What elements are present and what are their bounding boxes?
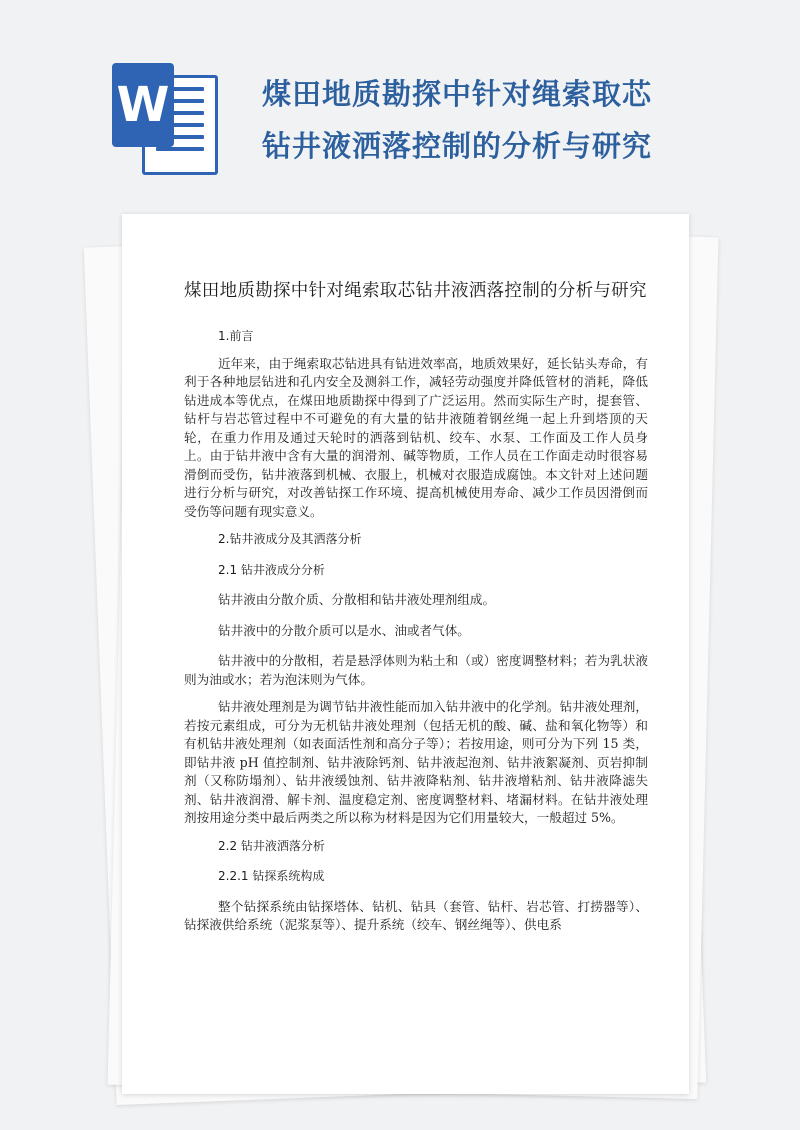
paragraph-treatment-agents: 钻井液处理剂是为调节钻井液性能而加入钻井液中的化学剂。钻井液处理剂，若按元素组成，可分为无机钻井液处理剂（包括无机的酸、碱、盐和氧化物等）和有机钻井液处理剂（如表面活性剂和高分子等）；若按用途，则可分为下列 15 类，即钻井液 pH 值控制剂、钻井液除钙剂、钻井液起泡剂、钻井液絮凝剂、页岩抑制剂（又称防塌剂）、钻井液缓蚀剂、钻井液降粘剂、钻井液增粘剂、钻井液降滤失剂、钻井液润滑、解卡剂、温度稳定剂、密度调整材料、堵漏材料。在钻井液处理剂按用途分类中最后两类之所以称为材料是因为它们用量较大，一般超过 5%。 [184,699,648,825]
paragraph-intro: 近年来，由于绳索取芯钻进具有钻进效率高，地质效果好，延长钻头寿命，有利于各种地层钻进和孔内安全及测斜工作，减轻劳动强度并降低管材的消耗，降低钻进成本等优点，在煤田地质勘探中得到了广泛运用。然而实际生产时，提套管、钻杆与岩芯管过程中不可避免的有大量的钻井液随着钢丝绳一起上升到塔顶的天轮，在重力作用及通过天轮时的洒落到钻机、绞车、水泵、工作面及工作人员身上。由于钻井液中含有大量的润滑剂、碱等物质，工作人员在工作面走动时很容易滑倒而受伤，钻井液落到机械、衣服上，机械对衣服造成腐蚀。本文针对上述问题进行分析与研究，对改善钻探工作环境、提高机械使用寿命、减少工作员因滑倒而受伤等问题有现实意义。 [184,355,648,519]
paragraph-composition: 钻井液由分散介质、分散相和钻井液处理剂组成。 [218,592,496,607]
paragraph-dispersion-medium: 钻井液中的分散介质可以是水、油或者气体。 [218,622,470,638]
document-page [122,214,689,1094]
banner-title-line-1: 煤田地质勘探中针对绳索取芯 [262,77,653,111]
document-content [184,276,648,944]
banner-title-line-2: 钻井液洒落控制的分析与研究 [262,129,653,163]
banner-title [262,68,702,172]
paper-title: 煤田地质勘探中针对绳索取芯钻井液洒落控制的分析与研究 [184,281,647,301]
section-heading-2: 2.钻井液成分及其洒落分析 [218,532,362,546]
word-document-icon [112,63,220,179]
section-heading-1: 1.前言 [218,329,254,343]
paragraph-dispersed-phase: 钻井液中的分散相，若是悬浮体则为粘土和（或）密度调整材料；若为乳状液则为油或水；若为泡沫则为气体。 [184,653,648,687]
section-heading-2-2: 2.2 钻井液洒落分析 [218,838,325,853]
header-banner [0,0,800,205]
paragraph-drilling-system: 整个钻探系统由钻探塔体、钻机、钻具（套管、钻杆、岩芯管、打捞器等）、钻探液供给系统（泥浆泵等）、提升系统（绞车、钢丝绳等）、供电系 [184,898,648,932]
word-badge-icon: W [112,63,174,147]
section-heading-2-1: 2.1 钻井液成分分析 [218,562,325,577]
section-heading-2-2-1: 2.2.1 钻探系统构成 [218,869,325,883]
